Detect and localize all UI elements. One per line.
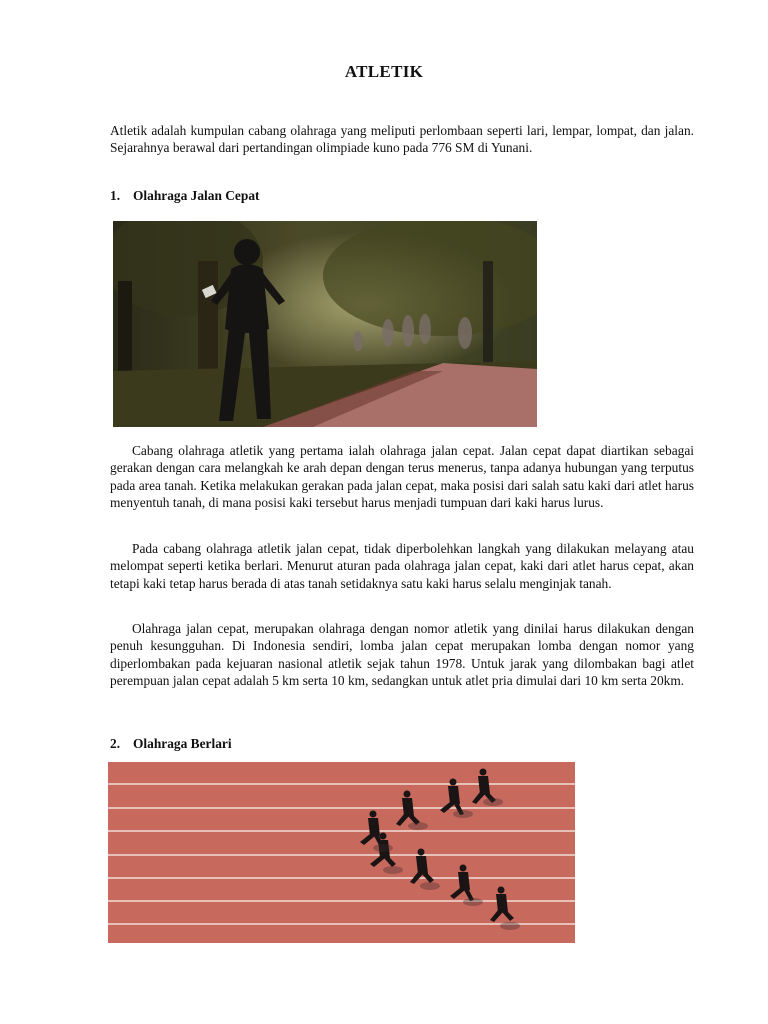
document-title: ATLETIK xyxy=(344,62,424,81)
section-number: 2. xyxy=(110,736,121,751)
paragraph-jalan-cepat-2: Pada cabang olahraga atletik jalan cepat, tidak diperbolehkan langkah yang dilakukan melayang atau melompat seperti ketika berlari. Menurut aturan pada olahraga jalan cepat, kaki dari atlet harus cepat, akan tetapi kaki tetap harus berada di atas tanah setidaknya satu kaki harus selalu menginjak tanah. xyxy=(110,541,694,591)
section-number: 1. xyxy=(110,188,121,203)
section-title: Olahraga Jalan Cepat xyxy=(133,188,260,203)
paragraph-jalan-cepat-3: Olahraga jalan cepat, merupakan olahraga dengan nomor atletik yang dinilai harus dilakukan dengan penuh kesungguhan. Di Indonesia sendiri, lomba jalan cepat merupakan lomba dengan nomor yang diperlombakan pada kejuaran nasional atletik sejak tahun 1978. Untuk jarak yang dilombakan bagi atlet perempuan jalan cepat adalah 5 km serta 10 km, sedangkan untuk atlet pria dimulai dari 10 km serta 20km. xyxy=(110,621,694,689)
section-title: Olahraga Berlari xyxy=(133,736,232,751)
running-track-photo xyxy=(108,762,575,943)
intro-paragraph: Atletik adalah kumpulan cabang olahraga yang meliputi perlombaan seperti lari, lempar, lompat, dan jalan. Sejarahnya berawal dari pertandingan olimpiade kuno pada 776 SM di Yunani. xyxy=(110,123,694,156)
race-walker-photo xyxy=(113,221,537,427)
section-heading-jalan-cepat xyxy=(110,187,259,204)
paragraph-jalan-cepat-1: Cabang olahraga atletik yang pertama ialah olahraga jalan cepat. Jalan cepat dapat diartikan sebagai gerakan dengan cara melangkah ke arah depan dengan terus menerus, tanpa adanya hubungan yang terputus pada area tanah. Ketika melakukan gerakan pada jalan cepat, maka posisi dari salah satu kaki dari atlet harus menyentuh tanah, di mana posisi kaki tersebut harus menjadi tumpuan dari kaki harus lurus. xyxy=(110,443,694,511)
section-heading-berlari xyxy=(110,735,232,752)
